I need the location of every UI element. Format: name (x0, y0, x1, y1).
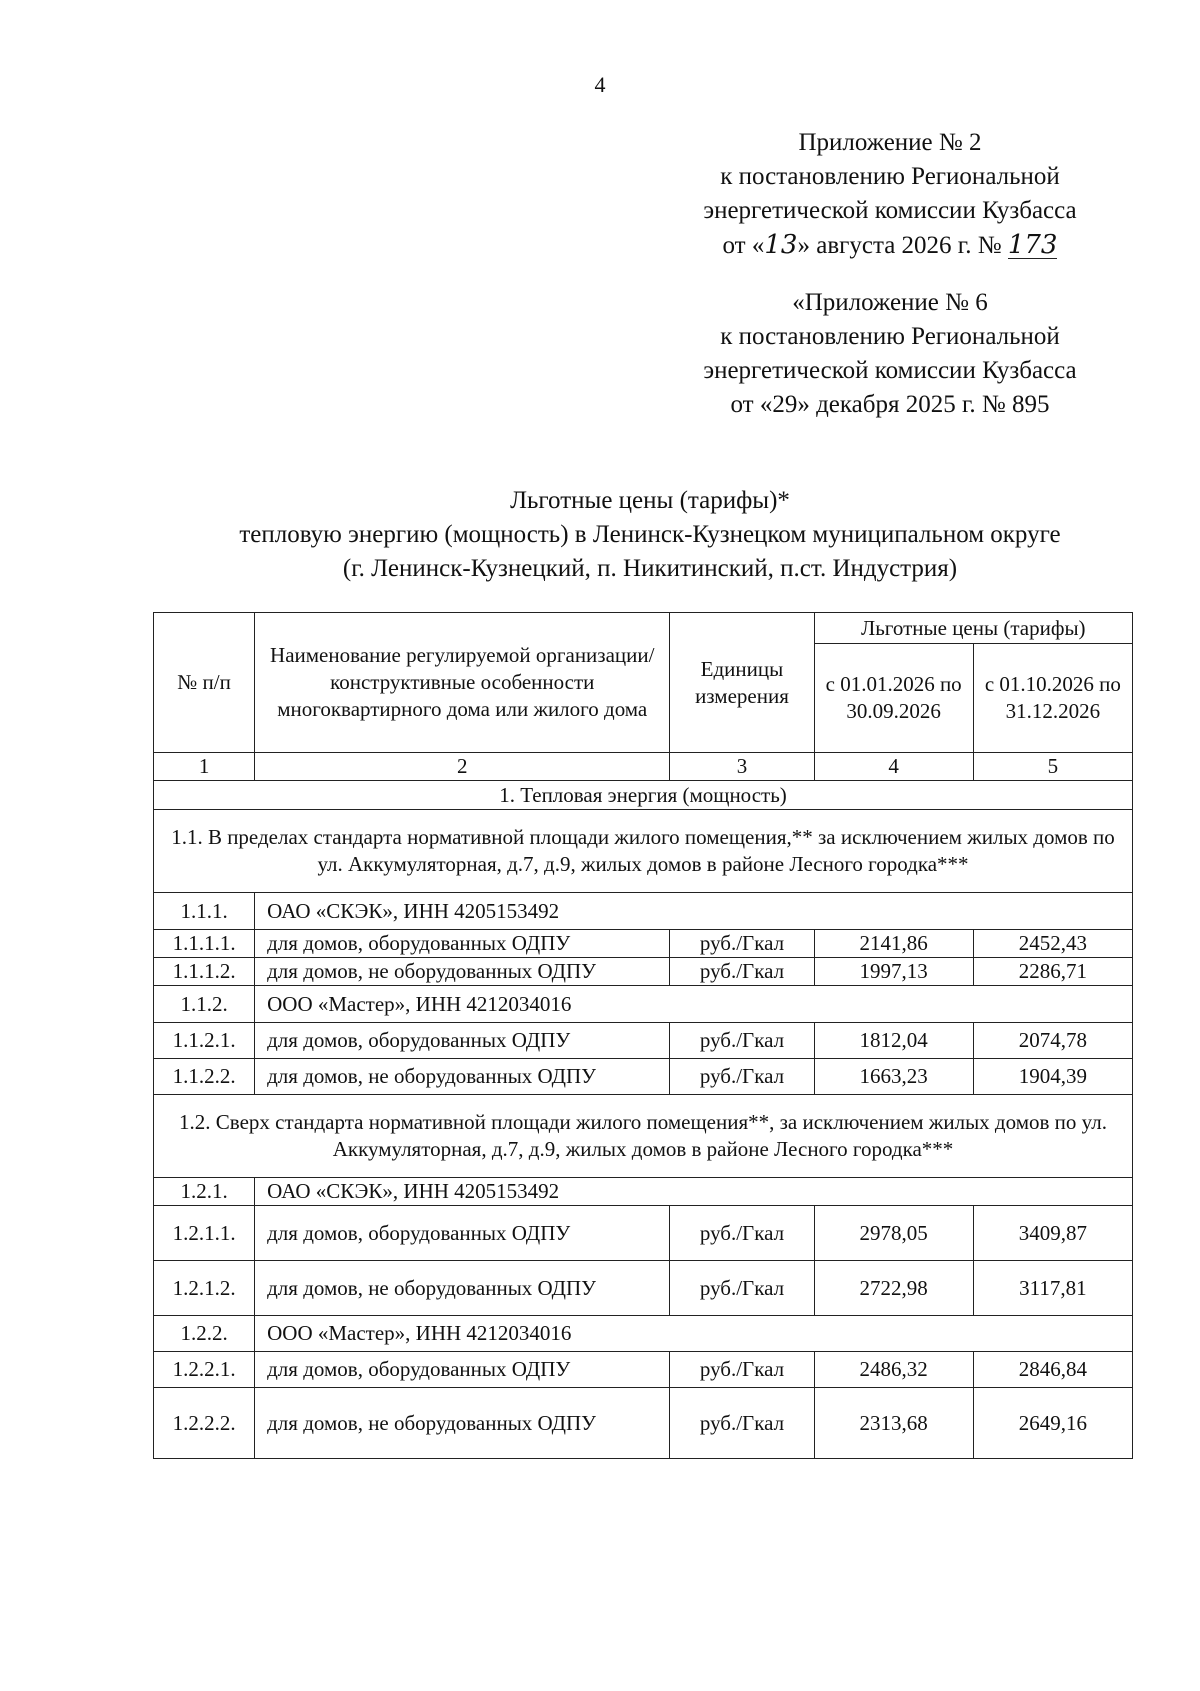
organization-name: ООО «Мастер», ИНН 4212034016 (255, 1316, 1133, 1352)
table-row (154, 1023, 1133, 1059)
row-num: 1.1.1.1. (154, 930, 255, 958)
column-number: 5 (973, 753, 1132, 781)
row-num: 1.2.1.2. (154, 1261, 255, 1316)
row-price-2: 1904,39 (973, 1059, 1132, 1095)
header-num: № п/п (154, 613, 255, 753)
row-price-2: 2846,84 (973, 1352, 1132, 1388)
row-price-2: 2286,71 (973, 958, 1132, 986)
table-header-row (154, 613, 1133, 644)
row-num: 1.2.2.2. (154, 1388, 255, 1459)
row-name: для домов, оборудованных ОДПУ (255, 1023, 670, 1059)
appendix-authority-line: энергетической комиссии Кузбасса (703, 197, 1077, 224)
column-number: 2 (255, 753, 670, 781)
organization-row (154, 893, 1133, 930)
row-unit: руб./Гкал (670, 1023, 814, 1059)
appendix-authority-line: энергетической комиссии Кузбасса (703, 357, 1077, 384)
row-num: 1.2.2.1. (154, 1352, 255, 1388)
table-row (154, 1352, 1133, 1388)
organization-row (154, 1316, 1133, 1352)
row-unit: руб./Гкал (670, 1388, 814, 1459)
row-unit: руб./Гкал (670, 1352, 814, 1388)
subsection-row (154, 810, 1133, 893)
row-name: для домов, не оборудованных ОДПУ (255, 1388, 670, 1459)
organization-name: ООО «Мастер», ИНН 4212034016 (255, 986, 1133, 1023)
row-unit: руб./Гкал (670, 958, 814, 986)
appendix-title: «Приложение № 6 (792, 289, 988, 316)
handwritten-day: 13 (764, 230, 798, 260)
organization-name: ОАО «СКЭК», ИНН 4205153492 (255, 893, 1133, 930)
row-num: 1.1.2. (154, 986, 255, 1023)
row-unit: руб./Гкал (670, 1261, 814, 1316)
column-number: 1 (154, 753, 255, 781)
table-row (154, 1261, 1133, 1316)
page-number: 4 (594, 72, 606, 97)
row-price-2: 3117,81 (973, 1261, 1132, 1316)
row-num: 1.2.1.1. (154, 1206, 255, 1261)
table-row (154, 1388, 1133, 1459)
title-line-2: тепловую энергию (мощность) в Ленинск-Кузнецком муниципальном округе (239, 521, 1061, 548)
row-unit: руб./Гкал (670, 930, 814, 958)
header-period-1: с 01.01.2026 по 30.09.2026 (814, 644, 973, 753)
row-num: 1.2.2. (154, 1316, 255, 1352)
row-unit: руб./Гкал (670, 1206, 814, 1261)
column-number: 4 (814, 753, 973, 781)
row-num: 1.1.2.2. (154, 1059, 255, 1095)
table-row (154, 1206, 1133, 1261)
row-price-1: 2313,68 (814, 1388, 973, 1459)
row-price-2: 2074,78 (973, 1023, 1132, 1059)
appendix-amended-header (640, 286, 1140, 422)
subsection-title: 1.1. В пределах стандарта нормативной площади жилого помещения,** за исключением жилых домов по ул. Аккумуляторная, д.7, д.9, жилых домов в районе Лесного городка*** (154, 810, 1133, 893)
row-price-1: 2978,05 (814, 1206, 973, 1261)
organization-name: ОАО «СКЭК», ИНН 4205153492 (255, 1178, 1133, 1206)
organization-row (154, 1178, 1133, 1206)
header-period-2: с 01.10.2026 по 31.12.2026 (973, 644, 1132, 753)
table-row (154, 930, 1133, 958)
document-title (100, 484, 1200, 586)
row-price-1: 2141,86 (814, 930, 973, 958)
row-name: для домов, не оборудованных ОДПУ (255, 1059, 670, 1095)
column-number-row (154, 753, 1133, 781)
table-row (154, 1059, 1133, 1095)
row-price-1: 1812,04 (814, 1023, 973, 1059)
row-price-2: 3409,87 (973, 1206, 1132, 1261)
title-line-1: Льготные цены (тарифы)* (510, 487, 790, 514)
header-name: Наименование регулируемой организации/ конструктивные особенности многоквартирного дома или жилого дома (255, 613, 670, 753)
row-num: 1.1.1. (154, 893, 255, 930)
row-price-2: 2649,16 (973, 1388, 1132, 1459)
row-price-1: 1663,23 (814, 1059, 973, 1095)
header-unit: Единицы измерения (670, 613, 814, 753)
row-name: для домов, не оборудованных ОДПУ (255, 958, 670, 986)
row-price-1: 2486,32 (814, 1352, 973, 1388)
appendix-title: Приложение № 2 (798, 129, 982, 156)
tariff-table (153, 612, 1133, 1459)
row-num: 1.2.1. (154, 1178, 255, 1206)
header-prices: Льготные цены (тарифы) (814, 613, 1132, 644)
appendix-ref-line: к постановлению Региональной (720, 163, 1060, 190)
organization-row (154, 986, 1133, 1023)
row-name: для домов, оборудованных ОДПУ (255, 1352, 670, 1388)
section-row (154, 781, 1133, 810)
appendix-date-line: от «29» декабря 2025 г. № 895 (730, 391, 1050, 418)
date-prefix: от « (722, 232, 765, 259)
appendix-ref-line: к постановлению Региональной (720, 323, 1060, 350)
row-num: 1.1.1.2. (154, 958, 255, 986)
row-name: для домов, оборудованных ОДПУ (255, 930, 670, 958)
section-title: 1. Тепловая энергия (мощность) (154, 781, 1133, 810)
appendix-date-line (640, 228, 1140, 263)
column-number: 3 (670, 753, 814, 781)
handwritten-number: 173 (1007, 230, 1058, 260)
table-row (154, 958, 1133, 986)
row-name: для домов, оборудованных ОДПУ (255, 1206, 670, 1261)
subsection-row (154, 1095, 1133, 1178)
appendix-current-header (640, 126, 1140, 263)
row-price-1: 1997,13 (814, 958, 973, 986)
row-price-2: 2452,43 (973, 930, 1132, 958)
row-name: для домов, не оборудованных ОДПУ (255, 1261, 670, 1316)
title-line-3: (г. Ленинск-Кузнецкий, п. Никитинский, п.ст. Индустрия) (342, 555, 958, 582)
date-middle: » августа 2026 г. № (797, 232, 1002, 259)
row-price-1: 2722,98 (814, 1261, 973, 1316)
subsection-title: 1.2. Сверх стандарта нормативной площади жилого помещения**, за исключением жилых домов по ул. Аккумуляторная, д.7, д.9, жилых домов в районе Лесного городка*** (154, 1095, 1133, 1178)
row-num: 1.1.2.1. (154, 1023, 255, 1059)
row-unit: руб./Гкал (670, 1059, 814, 1095)
